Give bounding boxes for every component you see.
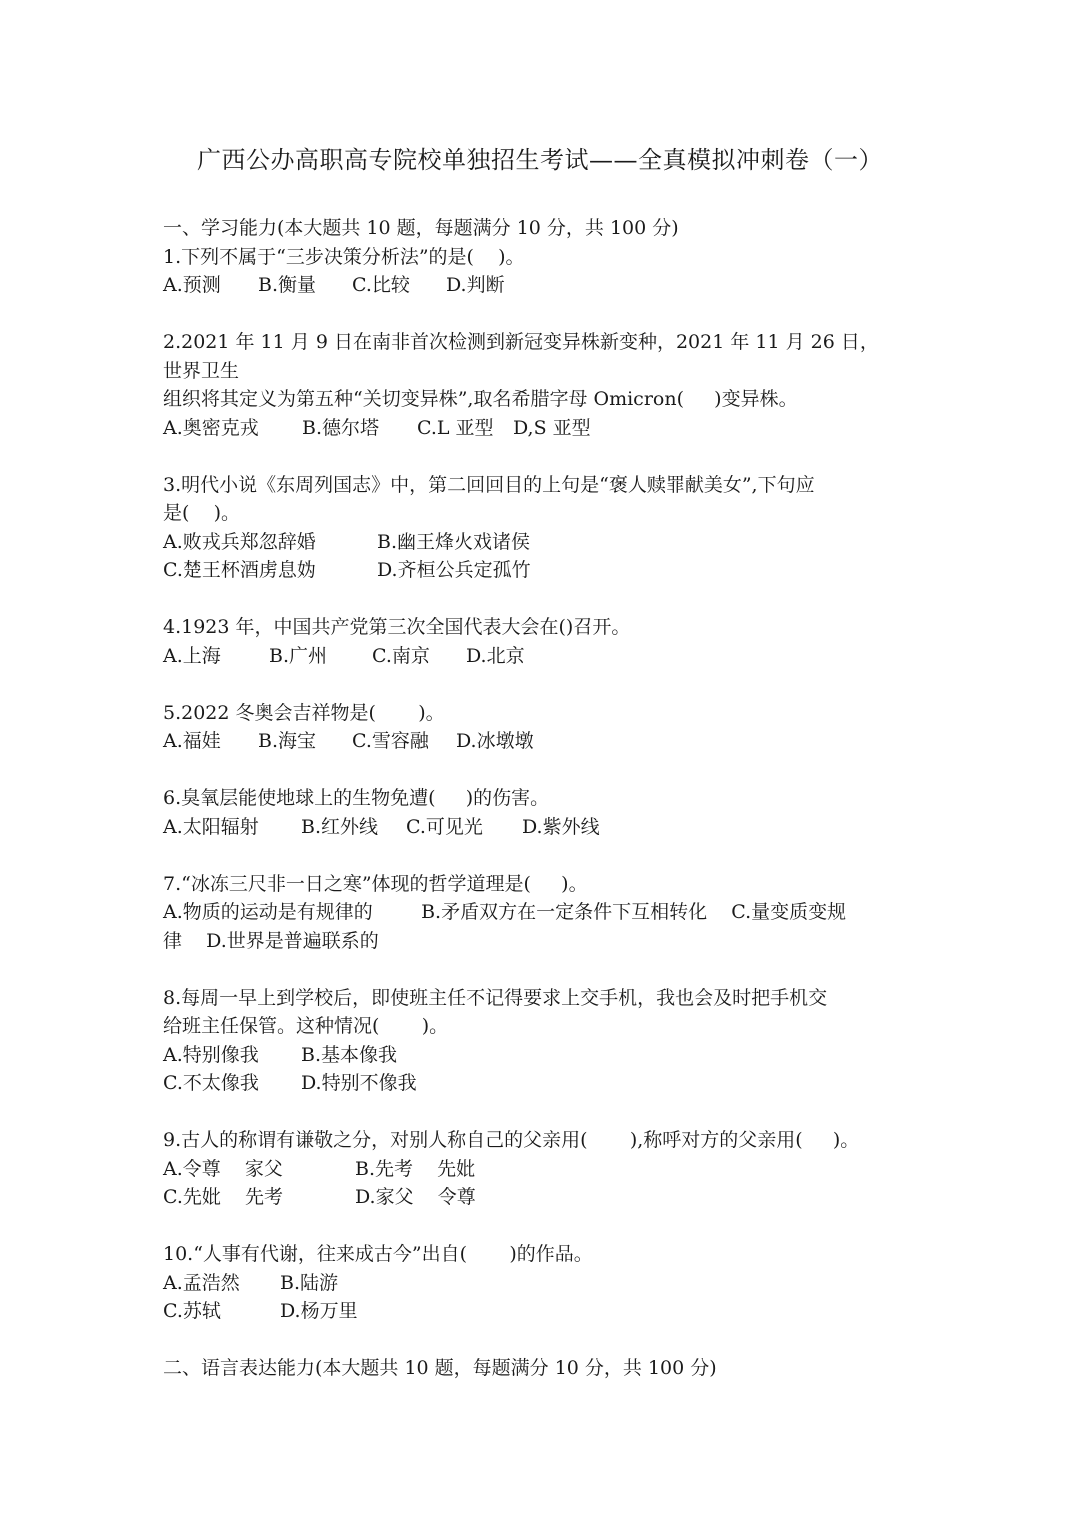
option-row <box>163 1155 923 1184</box>
option-a: A.孟浩然 <box>163 1271 240 1294</box>
option-d: D.齐桓公兵定孤竹 <box>377 559 531 581</box>
option-d: D.判断 <box>446 274 505 296</box>
exam-content <box>163 214 923 1383</box>
option-a: A.令尊 家父 <box>163 1157 283 1180</box>
question-text: 2.2021 年 11 月 9 日在南非首次检测到新冠变异株新变种，2021 年 11 月 26 日， <box>163 331 879 353</box>
option-b: B.陆游 <box>280 1271 339 1294</box>
question-3 <box>163 471 923 585</box>
option-row <box>163 813 923 842</box>
option-c: C.先妣 先考 <box>163 1186 284 1208</box>
question-8 <box>163 984 923 1098</box>
option-row <box>163 414 923 443</box>
question-text: 给班主任保管。这种情况( )。 <box>163 1015 449 1037</box>
section-heading: 一、学习能力(本大题共 10 题，每题满分 10 分，共 100 分) <box>163 217 679 239</box>
option-c: C.可见光 <box>406 815 483 838</box>
option-d: D.北京 <box>466 644 525 667</box>
question-text: 7.“冰冻三尺非一日之寒”体现的哲学道理是( )。 <box>163 872 588 895</box>
option-b: B.德尔塔 <box>302 416 380 439</box>
option-row <box>163 1041 923 1070</box>
option-b: B.幽王烽火戏诸侯 <box>377 530 531 553</box>
option-row <box>163 556 923 585</box>
question-5 <box>163 699 923 756</box>
option-c: C.L 亚型 <box>417 416 494 439</box>
option-row <box>163 528 923 557</box>
option-row <box>163 1269 923 1298</box>
question-text: 9.古人的称谓有谦敬之分，对别人称自己的父亲用( ),称呼对方的父亲用( )。 <box>163 1129 860 1151</box>
option-d: D,S 亚型 <box>513 416 591 439</box>
question-2 <box>163 328 923 442</box>
option-d: D.家父 令尊 <box>355 1186 476 1208</box>
option-b: B.红外线 <box>301 815 379 838</box>
option-d: D.特别不像我 <box>301 1072 417 1094</box>
option-row <box>163 1069 923 1098</box>
option-a: A.败戎兵郑忽辞婚 <box>163 530 316 553</box>
page-title: 广西公办高职高专院校单独招生考试——全真模拟冲刺卷（一） <box>197 146 883 174</box>
question-4 <box>163 613 923 670</box>
option-row <box>163 1297 923 1326</box>
question-text: 6.臭氧层能使地球上的生物免遭( )的伤害。 <box>163 787 550 809</box>
question-text: 4.1923 年，中国共产党第三次全国代表大会在()召开。 <box>163 616 631 638</box>
option-row <box>163 727 923 756</box>
question-text: 10.“人事有代谢，往来成古今”出自( )的作品。 <box>163 1243 593 1265</box>
option-d: D.紫外线 <box>522 815 600 838</box>
option-b: B.先考 先妣 <box>355 1157 476 1180</box>
option-a: A.预测 <box>163 274 221 296</box>
option-b: B.广州 <box>269 644 328 667</box>
option-a: A.福娃 <box>163 730 221 752</box>
option-d: D.冰墩墩 <box>456 730 534 752</box>
option-d: D.杨万里 <box>280 1300 358 1322</box>
option-b: B.基本像我 <box>301 1043 398 1066</box>
option-line: 律 D.世界是普遍联系的 <box>163 929 379 952</box>
option-c: C.比较 <box>352 274 410 296</box>
question-text: 组织将其定义为第五种“关切变异株”,取名希腊字母 Omicron( )变异株。 <box>163 388 798 410</box>
option-c: C.南京 <box>372 644 430 667</box>
question-6 <box>163 784 923 841</box>
option-a: A.特别像我 <box>163 1043 259 1066</box>
option-line: A.物质的运动是有规律的 B.矛盾双方在一定条件下互相转化 C.量变质变规 <box>163 901 847 923</box>
option-b: B.海宝 <box>258 730 317 752</box>
question-1 <box>163 243 923 300</box>
option-row <box>163 642 923 671</box>
question-text: 1.下列不属于“三步决策分析法”的是( )。 <box>163 245 525 268</box>
question-text: 是( )。 <box>163 502 240 524</box>
question-text: 8.每周一早上到学校后，即使班主任不记得要求上交手机，我也会及时把手机交 <box>163 986 828 1009</box>
option-b: B.衡量 <box>258 274 317 296</box>
question-text: 世界卫生 <box>163 359 240 382</box>
option-c: C.不太像我 <box>163 1072 259 1094</box>
option-c: C.苏轼 <box>163 1300 221 1322</box>
question-7 <box>163 870 923 956</box>
option-a: A.上海 <box>163 644 221 667</box>
option-c: C.雪容融 <box>352 730 429 752</box>
question-text: 5.2022 冬奥会吉祥物是( )。 <box>163 701 445 724</box>
question-9 <box>163 1126 923 1212</box>
option-row <box>163 271 923 300</box>
option-a: A.太阳辐射 <box>163 815 259 838</box>
option-a: A.奥密克戎 <box>163 416 259 439</box>
section-heading: 二、语言表达能力(本大题共 10 题，每题满分 10 分，共 100 分) <box>163 1357 717 1379</box>
option-c: C.楚王杯酒虏息妫 <box>163 559 316 581</box>
question-text: 3.明代小说《东周列国志》中，第二回回目的上句是“褒人赎罪献美女”,下句应 <box>163 473 815 496</box>
question-10 <box>163 1240 923 1326</box>
option-row <box>163 1183 923 1212</box>
